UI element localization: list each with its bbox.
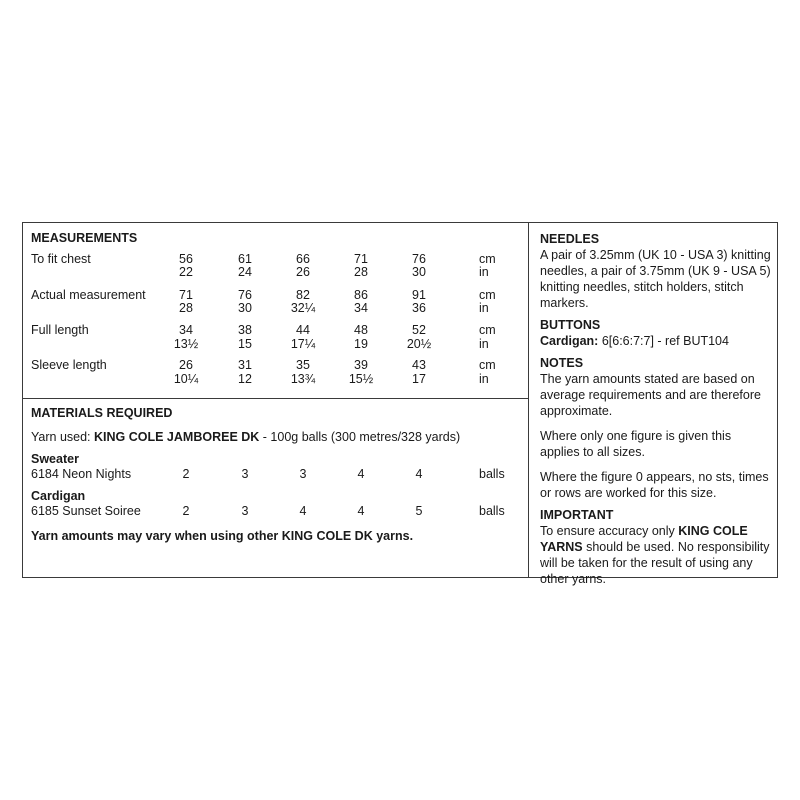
cell: 71 [179,288,193,302]
yarn-name: KING COLE JAMBOREE DK [94,430,260,444]
balls-unit: balls [479,504,505,518]
cell: 30 [238,301,252,315]
balls-cell: 3 [241,504,249,518]
row-label: Sleeve length [31,358,107,372]
yarn-note: Yarn amounts may vary when using other KING COLE DK yarns. [31,529,414,543]
cell: 34 [354,301,368,315]
yarn-used-line [31,431,460,444]
balls-cell: 3 [299,467,307,481]
cell: 52 [412,323,426,337]
cell: 86 [354,288,368,302]
cell: 91 [412,288,426,302]
measurements-heading: MEASUREMENTS [31,231,138,245]
cell: 22 [179,265,193,279]
cell: 76 [238,288,252,302]
cell: 34 [179,323,193,337]
notes-p3: Where the figure 0 appears, no sts, times or rows are worked for this size. [540,470,769,500]
needles-heading: NEEDLES [540,232,600,246]
cell: 26 [179,358,193,372]
cell: 66 [296,252,310,266]
cell: 76 [412,252,426,266]
balls-cell: 2 [182,504,190,518]
important-heading: IMPORTANT [540,508,614,522]
unit-cm: cm [479,323,496,337]
balls-cell: 2 [182,467,190,481]
cell: 17 [412,372,426,386]
right-column [540,231,772,587]
cell: 44 [296,323,310,337]
unit-cm: cm [479,358,496,372]
cell: 31 [238,358,252,372]
yarn-prefix: Yarn used: [31,430,95,444]
row-label: Actual measurement [31,288,146,302]
cell: 13½ [173,337,199,351]
needles-text: A pair of 3.25mm (UK 10 - USA 3) knitting needles, a pair of 3.75mm (UK 9 - USA 5) knitting needles, stitch holders, stitch markers. [540,248,771,310]
important-text [540,523,772,587]
cell: 39 [354,358,368,372]
important-post: should be used. No responsibility will be taken for the result of using any other yarns. [540,540,770,586]
shade-label: 6184 Neon Nights [31,467,132,481]
cell: 24 [238,265,252,279]
cell: 10¼ [173,372,199,386]
row-label: Full length [31,323,89,337]
cell: 71 [354,252,368,266]
cell: 19 [354,337,368,351]
cell: 13¾ [290,372,316,386]
unit-in: in [479,372,489,386]
section-divider [22,398,529,399]
column-divider [528,222,529,578]
cell: 30 [412,265,426,279]
garment-label: Sweater [31,452,79,466]
cell: 82 [296,288,310,302]
cell: 12 [238,372,252,386]
balls-cell: 4 [299,504,307,518]
balls-cell: 5 [415,504,423,518]
cell: 17¼ [290,337,316,351]
buttons-text [540,333,772,349]
materials-heading: MATERIALS REQUIRED [31,406,173,420]
unit-in: in [479,301,489,315]
cell: 35 [296,358,310,372]
buttons-heading: BUTTONS [540,318,601,332]
notes-heading: NOTES [540,356,584,370]
important-brand: KING COLE YARNS [540,524,748,554]
balls-cell: 4 [357,504,365,518]
cell: 32¼ [290,301,316,315]
balls-cell: 3 [241,467,249,481]
cell: 43 [412,358,426,372]
unit-in: in [479,265,489,279]
cell: 38 [238,323,252,337]
cell: 48 [354,323,368,337]
garment-label: Cardigan [31,489,86,503]
yarn-suffix: - 100g balls (300 metres/328 yards) [259,430,461,444]
balls-cell: 4 [415,467,423,481]
cell: 36 [412,301,426,315]
buttons-label: Cardigan: [540,334,599,348]
important-pre: To ensure accuracy only [540,524,679,538]
notes-p2: Where only one figure is given this applies to all sizes. [540,429,732,459]
cell: 28 [354,265,368,279]
unit-cm: cm [479,252,496,266]
cell: 56 [179,252,193,266]
balls-cell: 4 [357,467,365,481]
row-label: To fit chest [31,252,91,266]
cell: 15 [238,337,252,351]
notes-p1: The yarn amounts stated are based on average requirements and are therefore approximate. [540,372,761,418]
cell: 28 [179,301,193,315]
cell: 61 [238,252,252,266]
balls-unit: balls [479,467,505,481]
cell: 26 [296,265,310,279]
unit-in: in [479,337,489,351]
unit-cm: cm [479,288,496,302]
cell: 20½ [406,337,432,351]
cell: 15½ [348,372,374,386]
shade-label: 6185 Sunset Soiree [31,504,141,518]
buttons-value: 6[6:6:7:7] - ref BUT104 [598,334,729,348]
